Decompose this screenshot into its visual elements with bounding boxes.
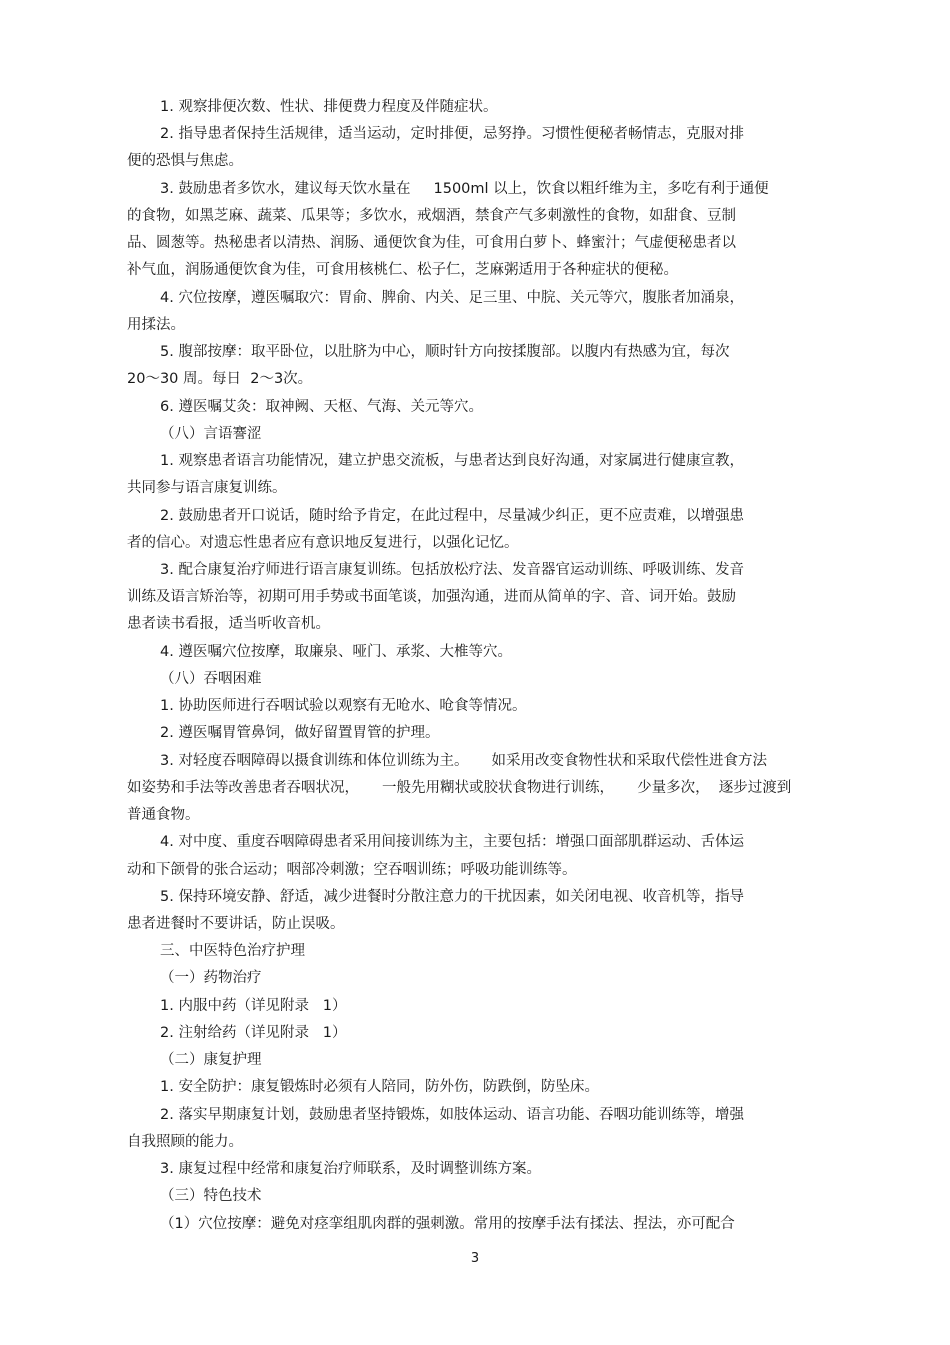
- text-line: 自我照顾的能力。: [127, 1134, 243, 1150]
- section-heading: （八）言语謇涩: [160, 426, 262, 442]
- text-line: 便的恐惧与焦虑。: [127, 153, 243, 169]
- text-line: 2. 落实早期康复计划，鼓励患者坚持锻炼，如肢体运动、语言功能、吞咽功能训练等，增强: [160, 1107, 744, 1123]
- text-line: 20～30 周。每日 2～3次。: [127, 371, 313, 387]
- section-heading: （二）康复护理: [160, 1052, 262, 1068]
- text-line: 2. 鼓励患者开口说话，随时给予肯定，在此过程中，尽量减少纠正，更不应责难，以增强患: [160, 508, 744, 524]
- section-heading: （三）特色技术: [160, 1188, 262, 1204]
- text-line: 3. 对轻度吞咽障碍以摄食训练和体位训练为主。 如采用改变食物性状和采取代偿性进食方法: [160, 753, 767, 769]
- text-line: 2. 指导患者保持生活规律，适当运动，定时排便，忌努挣。习惯性便秘者畅情志，克服对排: [160, 126, 744, 142]
- text-line: 1. 内服中药（详见附录 1）: [160, 998, 347, 1014]
- text-line: （1）穴位按摩：避免对痉挛组肌肉群的强刺激。常用的按摩手法有揉法、捏法，亦可配合: [160, 1216, 735, 1232]
- text-line: 6. 遵医嘱艾灸：取神阙、天枢、气海、关元等穴。: [160, 399, 483, 415]
- text-line: 2. 注射给药（详见附录 1）: [160, 1025, 347, 1041]
- text-line: 3. 康复过程中经常和康复治疗师联系，及时调整训练方案。: [160, 1161, 541, 1177]
- text-line: 如姿势和手法等改善患者吞咽状况， 一般先用糊状或胶状食物进行训练， 少量多次， 逐步过渡到: [127, 780, 792, 796]
- text-line: 补气血，润肠通便饮食为佳，可食用核桃仁、松子仁，芝麻粥适用于各种症状的便秘。: [127, 262, 678, 278]
- text-line: 动和下颌骨的张合运动；咽部冷刺激；空吞咽训练；呼吸功能训练等。: [127, 862, 577, 878]
- text-line: 1. 安全防护：康复锻炼时必须有人陪同，防外伤，防跌倒，防坠床。: [160, 1079, 599, 1095]
- text-line: 者的信心。对遗忘性患者应有意识地反复进行，以强化记忆。: [127, 535, 519, 551]
- text-line: 用揉法。: [127, 317, 185, 333]
- text-line: 5. 保持环境安静、舒适，减少进餐时分散注意力的干扰因素，如关闭电视、收音机等，指导: [160, 889, 744, 905]
- text-line: 2. 遵医嘱胃管鼻饲，做好留置胃管的护理。: [160, 725, 440, 741]
- text-line: 5. 腹部按摩：取平卧位，以肚脐为中心，顺时针方向按揉腹部。以腹内有热感为宜，每次: [160, 344, 730, 360]
- text-line: 3. 配合康复治疗师进行语言康复训练。包括放松疗法、发音器官运动训练、呼吸训练、发音: [160, 562, 744, 578]
- section-heading: （八）吞咽困难: [160, 671, 262, 687]
- text-line: 1. 协助医师进行吞咽试验以观察有无呛水、呛食等情况。: [160, 698, 527, 714]
- text-line: 3. 鼓励患者多饮水，建议每天饮水量在 1500ml 以上，饮食以粗纤维为主，多吃有利于通便: [160, 181, 769, 197]
- page-number: 3: [470, 1251, 480, 1266]
- text-line: 1. 观察患者语言功能情况，建立护患交流板，与患者达到良好沟通，对家属进行健康宣教，: [160, 453, 744, 469]
- text-line: 患者进餐时不要讲话，防止误吸。: [127, 916, 345, 932]
- text-line: 4. 遵医嘱穴位按摩，取廉泉、哑门、承浆、大椎等穴。: [160, 644, 512, 660]
- text-line: 患者读书看报，适当听收音机。: [127, 616, 330, 632]
- text-line: 1. 观察排便次数、性状、排便费力程度及伴随症状。: [160, 99, 498, 115]
- text-line: 4. 穴位按摩，遵医嘱取穴：胃俞、脾俞、内关、足三里、中脘、关元等穴，腹胀者加涌泉，: [160, 290, 744, 306]
- text-line: 的食物，如黑芝麻、蔬菜、瓜果等；多饮水，戒烟酒，禁食产气多刺激性的食物，如甜食、豆制: [127, 208, 736, 224]
- text-line: 训练及语言矫治等，初期可用手势或书面笔谈，加强沟通，进而从简单的字、音、词开始。鼓励: [127, 589, 736, 605]
- text-line: 共同参与语言康复训练。: [127, 480, 287, 496]
- text-line: 品、圆葱等。热秘患者以清热、润肠、通便饮食为佳，可食用白萝卜、蜂蜜汁；气虚便秘患者以: [127, 235, 736, 251]
- text-line: 4. 对中度、重度吞咽障碍患者采用间接训练为主，主要包括：增强口面部肌群运动、舌体运: [160, 834, 744, 850]
- section-heading: （一）药物治疗: [160, 970, 262, 986]
- text-line: 普通食物。: [127, 807, 200, 823]
- section-heading: 三、中医特色治疗护理: [160, 943, 305, 959]
